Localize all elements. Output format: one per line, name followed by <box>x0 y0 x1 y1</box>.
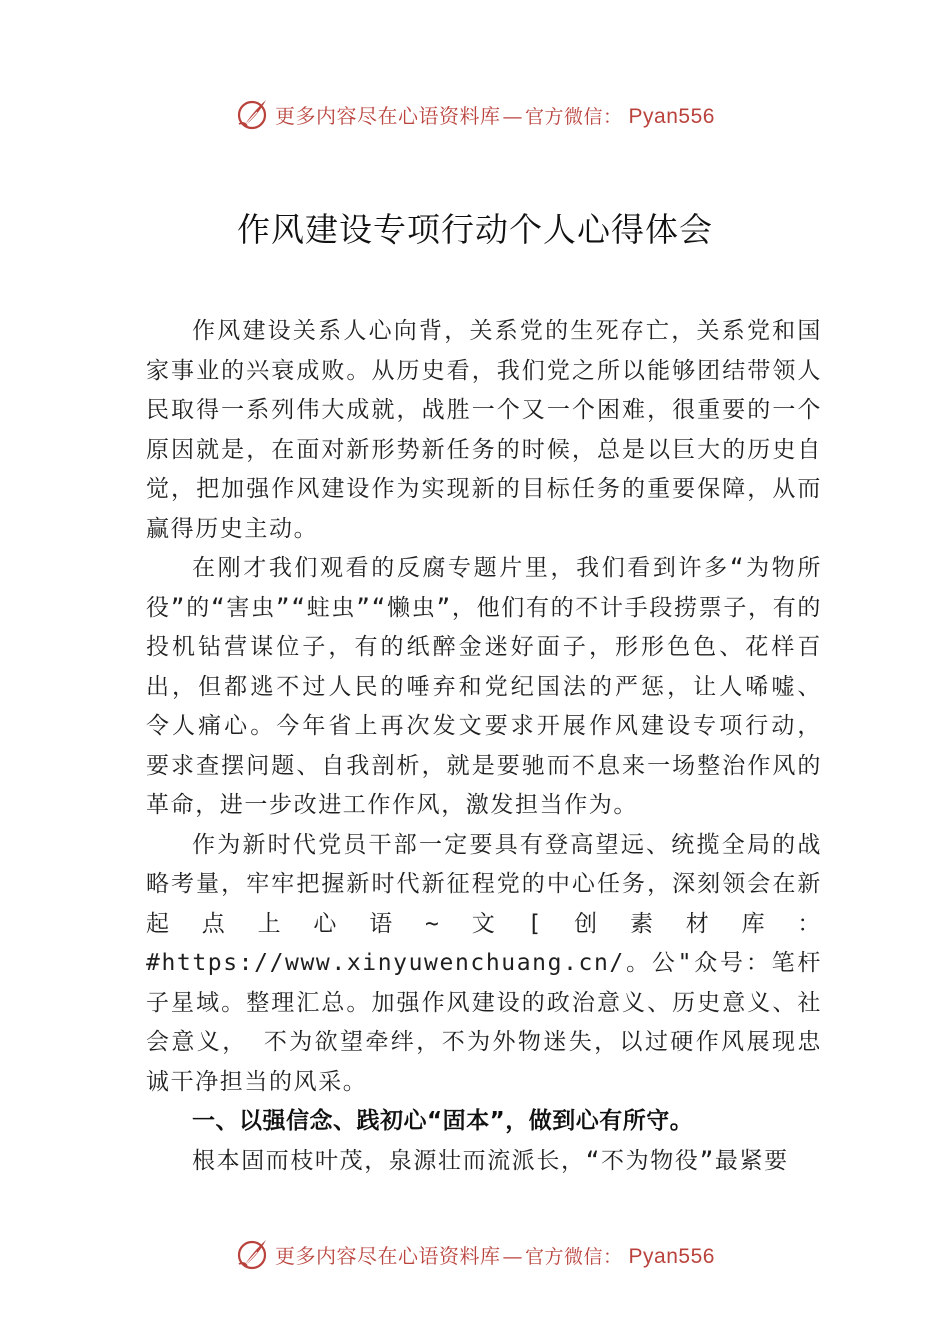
document-body <box>146 312 822 1181</box>
library-name: 更多内容尽在心语资料库 <box>275 103 501 128</box>
watermark-text <box>275 1240 715 1269</box>
wechat-id: Pyan556 <box>628 1244 715 1268</box>
watermark-text <box>275 100 715 129</box>
feather-pen-logo-icon <box>235 1236 271 1272</box>
body-paragraph: 作为新时代党员干部一定要具有登高望远、统揽全局的战略考量，牢牢把握新时代新征程党的中心任务，深刻领会在新起点上心语~文[创素材库：#https://www.xinyuwenchuang.cn/。公"众号：笔杆子星域。整理汇总。加强作风建设的政治意义、历史意义、社会意义， 不为欲望牵绊，不为外物迷失，以过硬作风展现忠诚干净担当的风采。 <box>146 831 822 1095</box>
dash-separator: — <box>502 103 524 128</box>
document-title: 作风建设专项行动个人心得体会 <box>237 210 713 249</box>
wechat-label: 官方微信： <box>525 105 623 128</box>
feather-pen-logo-icon <box>235 96 271 132</box>
body-paragraph: 作风建设关系人心向背，关系党的生死存亡，关系党和国家事业的兴衰成败。从历史看，我们党之所以能够团结带领人民取得一系列伟大成就，战胜一个又一个困难，很重要的一个原因就是，在面对新形势新任务的时候，总是以巨大的历史自觉，把加强作风建设作为实现新的目标任务的重要保障，从而赢得历史主动。 <box>146 318 822 542</box>
library-name: 更多内容尽在心语资料库 <box>275 1243 501 1268</box>
header-watermark-banner <box>0 92 950 136</box>
dash-separator: — <box>502 1243 524 1268</box>
body-paragraph: 在刚才我们观看的反腐专题片里，我们看到许多“为物所役”的“害虫”“蛀虫”“懒虫”，他们有的不计手段捞票子，有的投机钻营谋位子，有的纸醉金迷好面子，形形色色、花样百出，但都逃不过人民的唾弃和党纪国法的严惩，让人唏嘘、 令人痛心。今年省上再次发文要求开展作风建设专项行动， 要求查摆问题、自我剖析，就是要驰而不息来一场整治作风的革命，进一步改进工作作风，激发担当作为。 <box>146 555 822 818</box>
section-heading: 一、以强信念、践初心“固本”，做到心有所守。 <box>192 1108 694 1134</box>
body-paragraph: 根本固而枝叶茂，泉源壮而流派长，“不为物役”最紧要 <box>192 1147 789 1174</box>
wechat-label: 官方微信： <box>525 1245 623 1268</box>
footer-watermark-banner <box>0 1232 950 1276</box>
wechat-id: Pyan556 <box>628 104 715 128</box>
